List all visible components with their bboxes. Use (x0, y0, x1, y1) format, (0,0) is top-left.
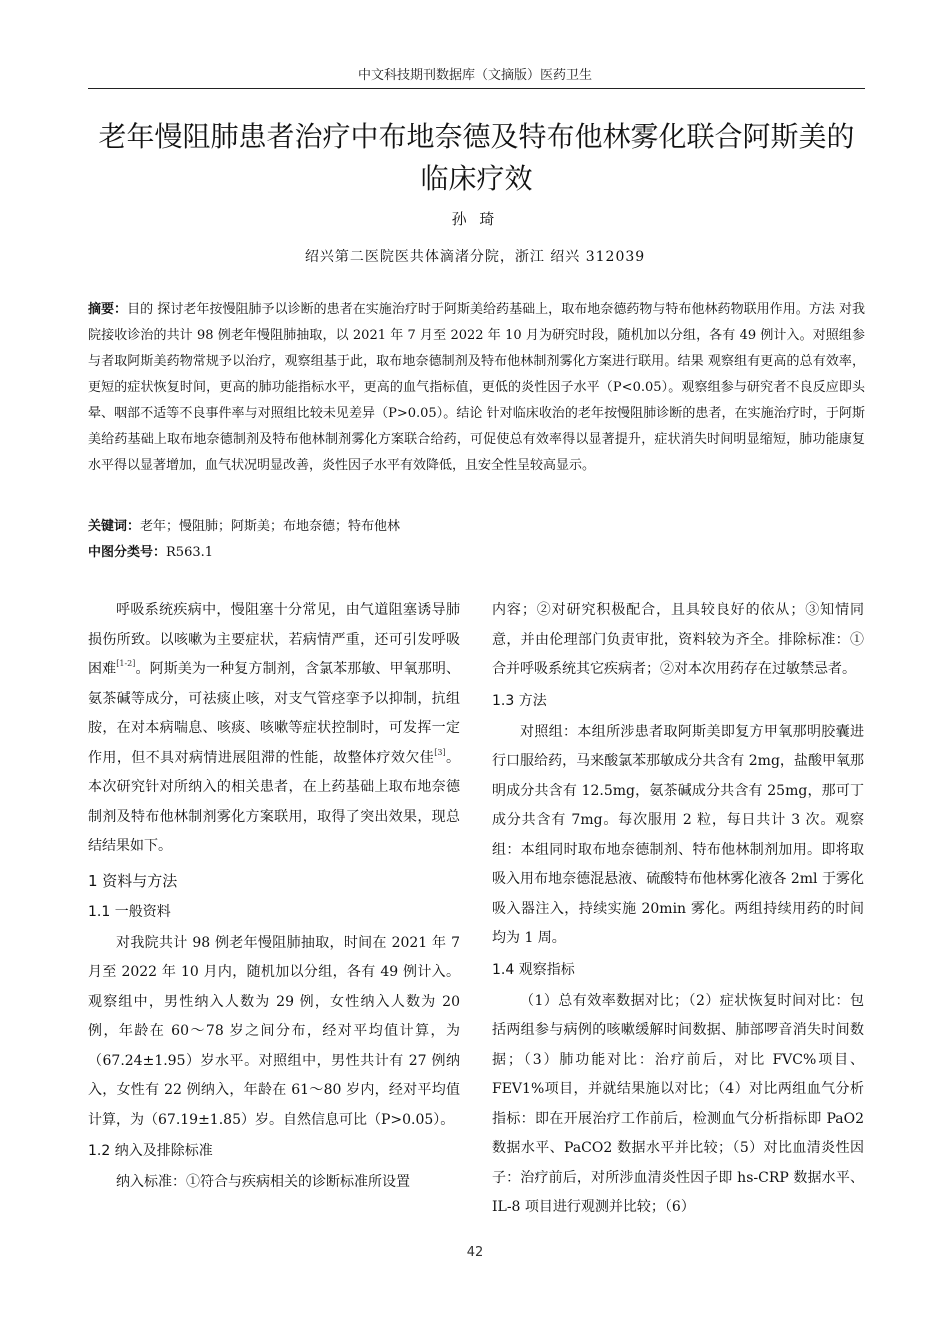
keywords-text: 老年；慢阻肺；阿斯美；布地奈德；特布他林 (140, 519, 401, 534)
paragraph-methods: 对照组：本组所涉患者取阿斯美即复方甲氧那明胶囊进行口服给药，马来酸氯苯那敏成分共含有 2mg，盐酸甲氧那明成分共含有 12.5mg，氨茶碱成分共含有 25mg，那可丁成分共含有 7mg。每次服用 2 粒，每日共计 3 次。观察组：本组同时取布地奈德制剂、特布他林制剂加用。即将取 吸入用布地奈德混悬液、硫酸特布他林雾化液各 2ml 于雾化吸入器注入，持续实施 20min 雾化。两组持续用药的时间均为 1 周。 (492, 723, 864, 946)
classification-label: 中图分类号： (88, 545, 167, 560)
header-rule (88, 88, 865, 89)
keywords (88, 516, 865, 538)
paragraph-general-data: 对我院共计 98 例老年慢阻肺抽取，时间在 2021 年 7 月至 2022 年 10 月内，随机加以分组，各有 49 例计入。观察组中，男性纳入人数为 29 例，女性纳入人数为 20 例，年龄在 60～78 岁之间分布，经对平均值计算，为（67.24±1.95）岁水平。对照组中，男性共计有 27 例纳入，女性有 22 例纳入，年龄在 61～80 岁内，经对平均值计算，为（67.19±1.85）岁。自然信息可比（P>0.05）。 (88, 934, 460, 1128)
subsection-heading-1-4: 1.4 观察指标 (492, 961, 575, 978)
left-column (88, 596, 460, 1198)
paper-title: 老年慢阻肺患者治疗中布地奈德及特布他林雾化联合阿斯美的临床疗效 (98, 120, 855, 195)
affiliation: 绍兴第二医院医共体滴渚分院，浙江 绍兴 312039 (304, 249, 646, 265)
keywords-label: 关键词： (88, 519, 141, 534)
abstract (88, 297, 865, 479)
subsection-heading-1-2: 1.2 纳入及排除标准 (88, 1143, 213, 1159)
abstract-text: 目的 探讨老年按慢阻肺予以诊断的患者在实施治疗时于阿斯美给药基础上，取布地奈德药物与特布他林药物联用作用。方法 对我院接收诊治的共计 98 例老年慢阻肺抽取，以 2021 年 7 月至 2022 年 10 月为研究时段，随机加以分组，各有 49 例计入。对照组参与者取阿斯美药物常规予以治疗，观察组基于此，取布地奈德制剂及特布他林制剂雾化方案进行联用。结果 观察组有更高的总有效率，更短的症状恢复时间，更高的肺功能指标水平，更高的血气指标值，更低的炎性因子水平（P<0.05）。观察组参与研究者不良反应即头晕、咽部不适等不良事件率与对照组比较未见差异（P>0.05）。结论 针对临床收治的老年按慢阻肺诊断的患者，在实施治疗时，于阿斯美给药基础上取布地奈德制剂及特布他林制剂雾化方案联合给药，可促使总有效率得以显著提升，症状消失时间明显缩短，肺功能康复水平得以显著增加，血气状况明显改善，炎性因子水平有效降低，且安全性呈较高显示。 (88, 302, 865, 473)
subsection-heading-1-1: 1.1 一般资料 (88, 903, 171, 920)
author: 孙 琦 (451, 210, 499, 228)
abstract-label: 摘要： (88, 302, 128, 317)
citation: [3] (434, 747, 446, 757)
paragraph-criteria-start: 纳入标准：①符合与疾病相关的诊断标准所设置 (116, 1174, 410, 1190)
paragraph-criteria-cont: 内容；②对研究积极配合，且具较良好的依从；③知情同意，并由伦理部门负责审批，资料较为齐全。排除标准：①合并呼吸系统其它疾病者；②对本次用药存在过敏禁忌者。 (492, 602, 864, 677)
page-number: 42 (466, 1245, 484, 1260)
subsection-heading-1-3: 1.3 方法 (492, 692, 547, 709)
intro-text-b: 。阿斯美为一种复方制剂，含氯苯那敏、甲氧那明、氨茶碱等成分，可祛痰止咳，对支气管痉挛予以抑制，抗组胺，在对本病喘息、咳痰、咳嗽等症状控制时，可发挥一定作用，但不具对病情进展阻滞的性能，故整体疗效欠佳 (88, 661, 461, 766)
paragraph-indicators: （1）总有效率数据对比；（2）症状恢复时间对比：包括两组参与病例的咳嗽缓解时间数据、肺部啰音消失时间数据；（3）肺功能对比：治疗前后，对比 FVC%项目、FEV1%项目，并就结果施以对比；（4）对比两组血气分析指标：即在开展治疗工作前后，检测血气分析指标即 PaO2 数据水平、PaCO2 数据水平并比较；（5）对比血清炎性因子：治疗前后，对所涉血清炎性因子即 hs-CRP 数据水平、IL-8 项目进行观测并比较；（6） (492, 992, 864, 1215)
intro-paragraph (88, 596, 460, 862)
journal-header: 中文科技期刊数据库（文摘版）医药卫生 (357, 68, 592, 83)
section-heading-1: 1 资料与方法 (88, 871, 178, 890)
intro-text-c: 。本次研究针对所纳入的相关患者，在上药基础上取布地奈德制剂及特布他林制剂雾化方案联用，取得了突出效果，现总结结果如下。 (88, 749, 461, 854)
intro-text-a: 呼吸系统疾病中，慢阻塞十分常见，由气道阻塞诱导肺损伤所致。以咳嗽为主要症状，若病情严重，还可引发呼吸困难 (88, 602, 460, 677)
classification-text: R563.1 (166, 545, 214, 560)
classification (88, 542, 865, 564)
right-column (492, 596, 864, 1223)
citation: [1-2] (116, 659, 136, 668)
